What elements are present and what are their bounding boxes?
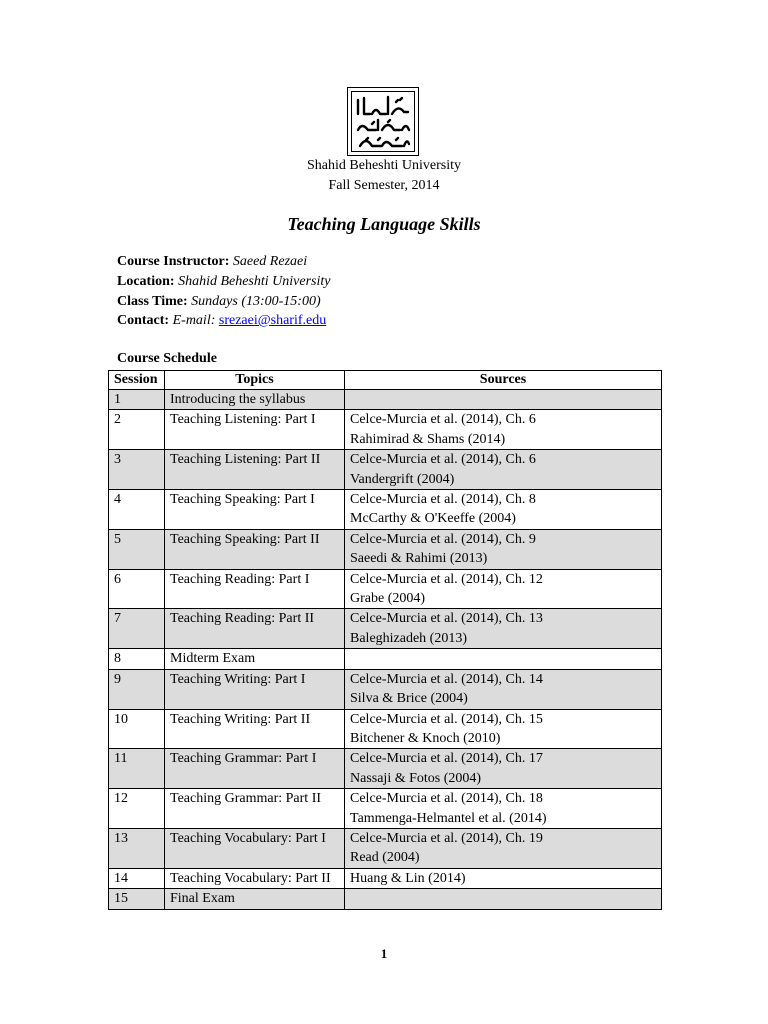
table-row (109, 649, 662, 669)
schedule-header-row (109, 371, 662, 390)
source-reference: Read (2004) (350, 850, 420, 866)
sources-cell (345, 529, 662, 569)
table-row (109, 669, 662, 709)
source-reference: Saeedi & Rahimi (2013) (350, 551, 488, 567)
sources-cell (345, 669, 662, 709)
sources-cell (345, 709, 662, 749)
sources-cell (345, 390, 662, 410)
source-reference: Baleghizadeh (2013) (350, 630, 468, 646)
table-row (109, 450, 662, 490)
topic-cell: Teaching Speaking: Part I (165, 490, 345, 530)
session-cell: 1 (109, 390, 165, 410)
sources-cell (345, 828, 662, 868)
table-row (109, 609, 662, 649)
source-reference: Huang & Lin (2014) (350, 870, 466, 886)
page-number: 1 (380, 946, 388, 961)
source-reference: McCarthy & O'Keeffe (2004) (350, 511, 516, 527)
source-reference: Bitchener & Knoch (2010) (350, 730, 501, 746)
sources-cell (345, 868, 662, 888)
sources-cell (345, 609, 662, 649)
class-time-line (117, 292, 321, 312)
schedule-table (108, 370, 662, 910)
sources-cell (345, 450, 662, 490)
instructor-value: Saeed Rezaei (232, 254, 308, 269)
topic-cell: Teaching Vocabulary: Part I (165, 828, 345, 868)
schedule-heading: Course Schedule (117, 351, 217, 366)
instructor-line (117, 252, 307, 272)
topic-cell: Teaching Reading: Part II (165, 609, 345, 649)
topic-cell: Teaching Grammar: Part I (165, 749, 345, 789)
source-reference: Celce-Murcia et al. (2014), Ch. 14 (350, 671, 543, 687)
topic-cell: Teaching Listening: Part I (165, 410, 345, 450)
schedule-body (109, 390, 662, 910)
source-reference: Celce-Murcia et al. (2014), Ch. 6 (350, 412, 536, 428)
session-cell: 2 (109, 410, 165, 450)
source-reference: Celce-Murcia et al. (2014), Ch. 12 (350, 571, 543, 587)
sources-cell (345, 569, 662, 609)
source-reference: Rahimirad & Shams (2014) (350, 431, 506, 447)
session-cell: 15 (109, 889, 165, 909)
source-reference: Celce-Murcia et al. (2014), Ch. 6 (350, 452, 536, 468)
source-reference: Celce-Murcia et al. (2014), Ch. 19 (350, 830, 543, 846)
table-row (109, 889, 662, 909)
table-row (109, 410, 662, 450)
source-reference: Celce-Murcia et al. (2014), Ch. 18 (350, 791, 543, 807)
topic-cell: Teaching Reading: Part I (165, 569, 345, 609)
session-cell: 6 (109, 569, 165, 609)
table-row (109, 709, 662, 749)
location-line (117, 272, 330, 292)
session-cell: 5 (109, 529, 165, 569)
session-cell: 7 (109, 609, 165, 649)
topic-cell: Teaching Vocabulary: Part II (165, 868, 345, 888)
university-logo (347, 87, 419, 156)
session-cell: 10 (109, 709, 165, 749)
table-row (109, 390, 662, 410)
contact-label: Contact: (117, 313, 170, 328)
source-reference: Nassaji & Fotos (2004) (350, 770, 482, 786)
source-reference: Celce-Murcia et al. (2014), Ch. 17 (350, 751, 543, 767)
source-reference: Vandergrift (2004) (350, 471, 455, 487)
source-reference: Celce-Murcia et al. (2014), Ch. 15 (350, 711, 543, 727)
table-row (109, 868, 662, 888)
location-value: Shahid Beheshti University (178, 274, 331, 289)
sources-cell (345, 889, 662, 909)
topic-cell: Teaching Writing: Part II (165, 709, 345, 749)
source-reference: Celce-Murcia et al. (2014), Ch. 8 (350, 492, 536, 508)
session-cell: 3 (109, 450, 165, 490)
table-row (109, 789, 662, 829)
session-cell: 8 (109, 649, 165, 669)
email-label: E-mail: (172, 313, 216, 328)
source-reference: Grabe (2004) (350, 591, 426, 607)
topic-cell: Teaching Listening: Part II (165, 450, 345, 490)
table-row (109, 569, 662, 609)
topic-cell: Teaching Writing: Part I (165, 669, 345, 709)
session-cell: 11 (109, 749, 165, 789)
source-reference: Celce-Murcia et al. (2014), Ch. 9 (350, 531, 536, 547)
university-name: Shahid Beheshti University (307, 158, 461, 173)
calligraphy-logo-icon (352, 92, 414, 151)
session-cell: 13 (109, 828, 165, 868)
table-row (109, 749, 662, 789)
semester: Fall Semester, 2014 (328, 178, 440, 193)
session-cell: 9 (109, 669, 165, 709)
source-reference: Tammenga-Helmantel et al. (2014) (350, 810, 547, 826)
column-header-sources: Sources (345, 371, 662, 390)
column-header-session: Session (109, 371, 165, 390)
sources-cell (345, 789, 662, 829)
location-label: Location: (117, 274, 175, 289)
table-row (109, 529, 662, 569)
source-reference: Celce-Murcia et al. (2014), Ch. 13 (350, 611, 543, 627)
course-title: Teaching Language Skills (287, 214, 481, 234)
topic-cell: Teaching Grammar: Part II (165, 789, 345, 829)
instructor-label: Course Instructor: (117, 254, 230, 269)
contact-line (117, 311, 326, 331)
column-header-topics: Topics (165, 371, 345, 390)
sources-cell (345, 749, 662, 789)
session-cell: 12 (109, 789, 165, 829)
source-reference: Silva & Brice (2004) (350, 691, 468, 707)
class-time-value: Sundays (13:00-15:00) (191, 294, 321, 309)
sources-cell (345, 649, 662, 669)
session-cell: 14 (109, 868, 165, 888)
session-cell: 4 (109, 490, 165, 530)
email-link[interactable]: srezaei@sharif.edu (218, 313, 327, 328)
topic-cell: Introducing the syllabus (165, 390, 345, 410)
sources-cell (345, 410, 662, 450)
class-time-label: Class Time: (117, 294, 188, 309)
topic-cell: Final Exam (165, 889, 345, 909)
topic-cell: Teaching Speaking: Part II (165, 529, 345, 569)
table-row (109, 490, 662, 530)
sources-cell (345, 490, 662, 530)
table-row (109, 828, 662, 868)
topic-cell: Midterm Exam (165, 649, 345, 669)
